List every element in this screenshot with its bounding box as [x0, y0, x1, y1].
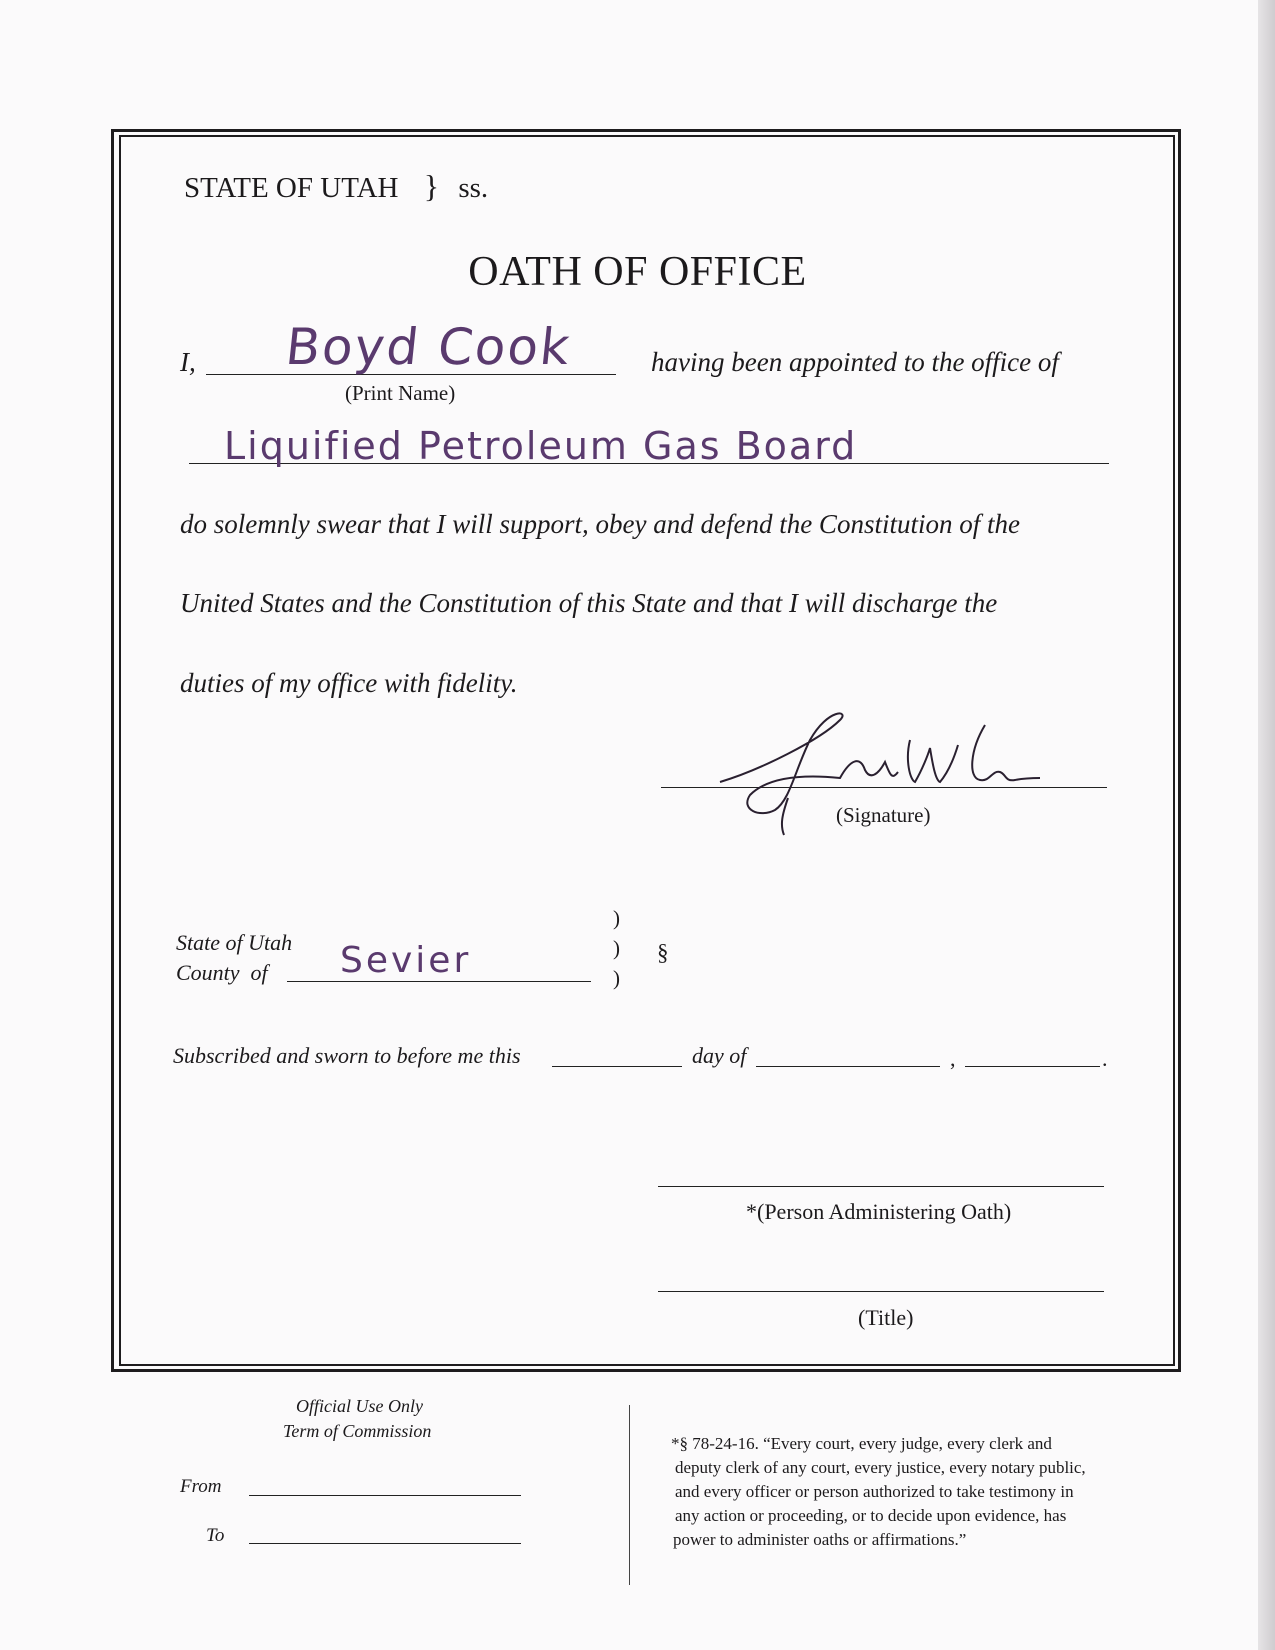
footnote-line-1: *§ 78-24-16. “Every court, every judge, every clerk and [671, 1434, 1052, 1453]
official-use-heading: Official Use Only [296, 1396, 423, 1416]
footnote-line-2: deputy clerk of any court, every justice, every notary public, [675, 1458, 1086, 1477]
year-field-line[interactable] [965, 1066, 1100, 1067]
oath-text-line-1: do solemnly swear that I will support, obey and defend the Constitution of the [180, 509, 1020, 539]
term-of-commission-heading: Term of Commission [283, 1421, 432, 1441]
signature-caption: (Signature) [836, 803, 931, 827]
footnote-line-5: power to administer oaths or affirmations.” [673, 1530, 967, 1549]
section-symbol: § [657, 940, 669, 965]
date-period: . [1102, 1046, 1108, 1071]
oath-text-line-3: duties of my office with fidelity. [180, 668, 518, 698]
to-field-line[interactable] [249, 1543, 521, 1544]
footnote-line-3: and every officer or person authorized to take testimony in [675, 1482, 1074, 1501]
county-field-value[interactable]: Sevier [340, 940, 472, 981]
footnote-block [671, 1432, 1086, 1552]
state-of-utah-label: State of Utah [176, 930, 293, 955]
footnote-line-4: any action or proceeding, or to decide upon evidence, has [675, 1506, 1067, 1525]
county-of-label: County of [176, 960, 268, 985]
name-field-value[interactable]: Boyd Cook [282, 318, 575, 376]
i-label: I, [180, 347, 196, 377]
vertical-divider [629, 1405, 630, 1585]
county-field-line [287, 981, 591, 982]
venue-header [184, 168, 488, 205]
subscribed-text: Subscribed and sworn to before me this [173, 1043, 521, 1068]
ss-label: ss. [458, 172, 489, 204]
person-administering-caption: *(Person Administering Oath) [746, 1199, 1012, 1224]
title-caption: (Title) [858, 1305, 914, 1330]
appointed-text: having been appointed to the office of [651, 347, 1059, 377]
month-field-line[interactable] [756, 1066, 940, 1067]
from-label: From [180, 1476, 222, 1497]
to-label: To [206, 1525, 225, 1546]
oath-text-line-2: United States and the Constitution of this State and that I will discharge the [180, 588, 998, 618]
person-administering-line[interactable] [658, 1186, 1104, 1187]
title-field-line[interactable] [658, 1291, 1104, 1292]
brace: } [423, 168, 440, 204]
bracket-paren-1: ) [613, 906, 620, 930]
bracket-paren-3: ) [613, 966, 620, 990]
state-of-utah-heading: STATE OF UTAH [184, 172, 399, 204]
bracket-paren-2: ) [613, 936, 620, 960]
from-field-line[interactable] [249, 1495, 521, 1496]
day-field-line[interactable] [552, 1066, 682, 1067]
date-comma: , [950, 1046, 956, 1071]
office-field-value[interactable]: Liquified Petroleum Gas Board [224, 424, 858, 468]
day-of-label: day of [692, 1043, 747, 1068]
print-name-caption: (Print Name) [345, 381, 456, 405]
page-title: OATH OF OFFICE [468, 249, 807, 295]
